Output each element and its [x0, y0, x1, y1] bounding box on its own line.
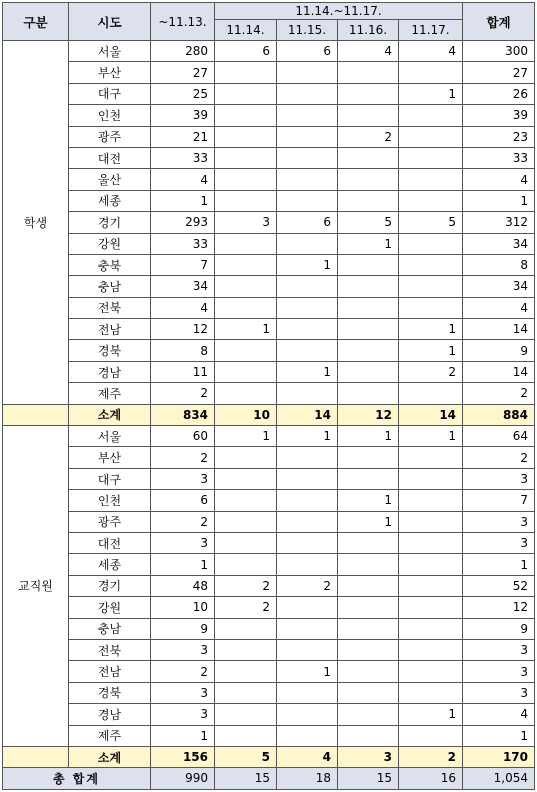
value-cell — [338, 682, 399, 703]
value-cell: 3 — [215, 212, 277, 233]
region-cell: 전북 — [69, 639, 151, 660]
region-cell: 충남 — [69, 618, 151, 639]
region-cell: 제주 — [69, 383, 151, 404]
value-cell — [277, 62, 338, 83]
region-cell: 세종 — [69, 190, 151, 211]
table-row — [3, 725, 535, 746]
region-cell: 경남 — [69, 704, 151, 725]
value-cell — [277, 297, 338, 318]
value-cell: 12 — [463, 597, 535, 618]
value-cell: 2 — [151, 511, 215, 532]
value-cell: 2 — [338, 126, 399, 147]
value-cell: 2 — [399, 361, 463, 382]
value-cell: 2 — [463, 383, 535, 404]
value-cell — [399, 190, 463, 211]
header-total: 합계 — [463, 3, 535, 41]
value-cell — [338, 169, 399, 190]
table-row — [3, 212, 535, 233]
header-day: 11.17. — [399, 20, 463, 41]
value-cell: 3 — [151, 468, 215, 489]
value-cell: 312 — [463, 212, 535, 233]
value-cell — [277, 83, 338, 104]
value-cell: 7 — [463, 490, 535, 511]
value-cell — [399, 725, 463, 746]
value-cell — [277, 597, 338, 618]
subtotal-value: 12 — [338, 404, 399, 425]
value-cell — [399, 447, 463, 468]
table-row — [3, 83, 535, 104]
grand-total-value: 990 — [151, 768, 215, 789]
value-cell — [399, 532, 463, 553]
value-cell — [215, 126, 277, 147]
value-cell: 3 — [151, 704, 215, 725]
value-cell — [399, 639, 463, 660]
value-cell: 300 — [463, 41, 535, 62]
value-cell — [338, 618, 399, 639]
value-cell: 8 — [151, 340, 215, 361]
region-cell: 경남 — [69, 361, 151, 382]
value-cell: 14 — [463, 319, 535, 340]
value-cell: 26 — [463, 83, 535, 104]
region-cell: 경기 — [69, 575, 151, 596]
value-cell: 2 — [277, 575, 338, 596]
value-cell — [399, 276, 463, 297]
grand-total-label: 총 합계 — [3, 768, 151, 789]
value-cell: 1 — [338, 426, 399, 447]
value-cell: 3 — [463, 511, 535, 532]
value-cell: 1 — [151, 554, 215, 575]
region-cell: 세종 — [69, 554, 151, 575]
value-cell — [215, 468, 277, 489]
region-cell: 강원 — [69, 233, 151, 254]
value-cell: 2 — [215, 597, 277, 618]
table-body — [3, 41, 535, 790]
value-cell: 1 — [215, 426, 277, 447]
region-cell: 인천 — [69, 105, 151, 126]
region-cell: 충북 — [69, 254, 151, 275]
value-cell — [215, 682, 277, 703]
value-cell — [338, 190, 399, 211]
value-cell — [399, 575, 463, 596]
value-cell — [215, 83, 277, 104]
value-cell — [277, 704, 338, 725]
header-region: 시도 — [69, 3, 151, 41]
value-cell — [399, 490, 463, 511]
value-cell: 39 — [463, 105, 535, 126]
value-cell: 1 — [151, 725, 215, 746]
value-cell — [399, 169, 463, 190]
value-cell — [215, 661, 277, 682]
value-cell — [399, 147, 463, 168]
table-row — [3, 254, 535, 275]
subtotal-value: 170 — [463, 746, 535, 767]
header-day: 11.16. — [338, 20, 399, 41]
value-cell — [338, 276, 399, 297]
value-cell — [399, 62, 463, 83]
region-cell: 대전 — [69, 147, 151, 168]
value-cell — [215, 169, 277, 190]
table-row — [3, 468, 535, 489]
value-cell: 27 — [463, 62, 535, 83]
value-cell: 6 — [215, 41, 277, 62]
value-cell: 3 — [151, 532, 215, 553]
value-cell: 4 — [399, 41, 463, 62]
category-cell: 교직원 — [3, 426, 69, 747]
value-cell: 23 — [463, 126, 535, 147]
subtotal-row — [3, 404, 535, 425]
value-cell — [338, 447, 399, 468]
value-cell — [399, 105, 463, 126]
value-cell: 27 — [151, 62, 215, 83]
value-cell — [215, 554, 277, 575]
region-cell: 전남 — [69, 319, 151, 340]
grand-total-value: 15 — [338, 768, 399, 789]
value-cell: 4 — [151, 297, 215, 318]
value-cell — [399, 126, 463, 147]
value-cell: 9 — [463, 340, 535, 361]
value-cell: 3 — [463, 468, 535, 489]
value-cell: 1 — [277, 426, 338, 447]
value-cell — [338, 661, 399, 682]
value-cell — [215, 639, 277, 660]
value-cell — [338, 361, 399, 382]
value-cell — [277, 233, 338, 254]
table-row — [3, 233, 535, 254]
value-cell — [277, 511, 338, 532]
value-cell — [338, 297, 399, 318]
value-cell — [338, 468, 399, 489]
value-cell: 64 — [463, 426, 535, 447]
value-cell: 1 — [399, 704, 463, 725]
table-row — [3, 41, 535, 62]
subtotal-value: 5 — [215, 746, 277, 767]
header-period: 11.14.~11.17. — [215, 3, 463, 20]
subtotal-value: 834 — [151, 404, 215, 425]
value-cell — [338, 597, 399, 618]
value-cell: 34 — [151, 276, 215, 297]
value-cell — [277, 169, 338, 190]
value-cell: 8 — [463, 254, 535, 275]
value-cell: 33 — [151, 147, 215, 168]
value-cell: 1 — [277, 254, 338, 275]
region-cell: 경기 — [69, 212, 151, 233]
region-cell: 대구 — [69, 83, 151, 104]
region-cell: 경북 — [69, 340, 151, 361]
table-row — [3, 682, 535, 703]
value-cell: 2 — [151, 383, 215, 404]
value-cell — [215, 383, 277, 404]
value-cell — [399, 468, 463, 489]
subtotal-value: 4 — [277, 746, 338, 767]
value-cell: 293 — [151, 212, 215, 233]
value-cell — [215, 447, 277, 468]
value-cell — [215, 62, 277, 83]
value-cell — [277, 340, 338, 361]
value-cell: 1 — [463, 725, 535, 746]
value-cell: 6 — [277, 212, 338, 233]
value-cell: 6 — [151, 490, 215, 511]
value-cell — [215, 490, 277, 511]
table-row — [3, 447, 535, 468]
subtotal-value: 884 — [463, 404, 535, 425]
value-cell — [215, 704, 277, 725]
header-category: 구분 — [3, 3, 69, 41]
table-row — [3, 105, 535, 126]
grand-total-value: 1,054 — [463, 768, 535, 789]
value-cell — [215, 511, 277, 532]
value-cell — [277, 276, 338, 297]
value-cell — [399, 254, 463, 275]
value-cell: 34 — [463, 233, 535, 254]
value-cell — [338, 383, 399, 404]
value-cell: 12 — [151, 319, 215, 340]
value-cell: 3 — [151, 682, 215, 703]
value-cell — [215, 147, 277, 168]
value-cell — [277, 639, 338, 660]
table-row — [3, 618, 535, 639]
value-cell: 4 — [463, 704, 535, 725]
value-cell — [338, 639, 399, 660]
value-cell: 11 — [151, 361, 215, 382]
value-cell: 1 — [277, 361, 338, 382]
subtotal-value: 2 — [399, 746, 463, 767]
value-cell: 1 — [338, 233, 399, 254]
table-row — [3, 361, 535, 382]
subtotal-value: 3 — [338, 746, 399, 767]
table-row — [3, 383, 535, 404]
value-cell: 3 — [463, 682, 535, 703]
table-row — [3, 276, 535, 297]
value-cell: 21 — [151, 126, 215, 147]
value-cell — [215, 725, 277, 746]
value-cell: 39 — [151, 105, 215, 126]
value-cell — [338, 704, 399, 725]
subtotal-value: 156 — [151, 746, 215, 767]
value-cell: 1 — [399, 319, 463, 340]
value-cell — [399, 554, 463, 575]
value-cell — [215, 361, 277, 382]
value-cell: 4 — [463, 169, 535, 190]
value-cell: 60 — [151, 426, 215, 447]
table-row — [3, 426, 535, 447]
value-cell: 3 — [151, 639, 215, 660]
value-cell: 4 — [151, 169, 215, 190]
region-cell: 전남 — [69, 661, 151, 682]
value-cell — [338, 105, 399, 126]
value-cell: 14 — [463, 361, 535, 382]
value-cell — [277, 319, 338, 340]
value-cell — [338, 254, 399, 275]
value-cell — [277, 447, 338, 468]
subtotal-value: 10 — [215, 404, 277, 425]
value-cell: 3 — [463, 639, 535, 660]
value-cell — [338, 147, 399, 168]
value-cell: 34 — [463, 276, 535, 297]
value-cell — [277, 682, 338, 703]
region-cell: 광주 — [69, 511, 151, 532]
value-cell: 1 — [151, 190, 215, 211]
value-cell — [215, 105, 277, 126]
table-row — [3, 704, 535, 725]
region-cell: 대전 — [69, 532, 151, 553]
value-cell: 4 — [338, 41, 399, 62]
region-cell: 제주 — [69, 725, 151, 746]
value-cell — [338, 83, 399, 104]
table-row — [3, 340, 535, 361]
region-cell: 울산 — [69, 169, 151, 190]
value-cell: 1 — [215, 319, 277, 340]
region-cell: 전북 — [69, 297, 151, 318]
region-cell: 광주 — [69, 126, 151, 147]
value-cell — [338, 319, 399, 340]
value-cell: 52 — [463, 575, 535, 596]
value-cell: 1 — [463, 554, 535, 575]
table-row — [3, 661, 535, 682]
value-cell — [215, 276, 277, 297]
value-cell — [277, 126, 338, 147]
value-cell: 33 — [151, 233, 215, 254]
value-cell: 9 — [463, 618, 535, 639]
value-cell: 2 — [463, 447, 535, 468]
value-cell — [277, 383, 338, 404]
value-cell: 2 — [215, 575, 277, 596]
value-cell — [338, 554, 399, 575]
region-cell: 강원 — [69, 597, 151, 618]
value-cell: 1 — [338, 511, 399, 532]
table-row — [3, 639, 535, 660]
header-day: 11.14. — [215, 20, 277, 41]
value-cell: 3 — [463, 532, 535, 553]
value-cell — [215, 254, 277, 275]
value-cell — [215, 340, 277, 361]
value-cell — [399, 661, 463, 682]
value-cell: 280 — [151, 41, 215, 62]
value-cell — [399, 233, 463, 254]
table-row — [3, 319, 535, 340]
table-row — [3, 511, 535, 532]
value-cell — [399, 297, 463, 318]
region-cell: 서울 — [69, 41, 151, 62]
value-cell — [338, 532, 399, 553]
table-row — [3, 190, 535, 211]
grand-total-value: 16 — [399, 768, 463, 789]
value-cell: 2 — [151, 661, 215, 682]
category-cell-empty — [3, 746, 69, 767]
value-cell — [399, 597, 463, 618]
table-row — [3, 575, 535, 596]
value-cell — [215, 618, 277, 639]
value-cell — [215, 233, 277, 254]
value-cell: 3 — [463, 661, 535, 682]
table-row — [3, 532, 535, 553]
value-cell: 33 — [463, 147, 535, 168]
value-cell: 1 — [338, 490, 399, 511]
statistics-table — [2, 2, 535, 790]
category-cell: 학생 — [3, 41, 69, 405]
value-cell — [338, 575, 399, 596]
value-cell: 10 — [151, 597, 215, 618]
region-cell: 인천 — [69, 490, 151, 511]
header-until: ~11.13. — [151, 3, 215, 41]
header-day: 11.15. — [277, 20, 338, 41]
region-cell: 부산 — [69, 447, 151, 468]
value-cell — [277, 532, 338, 553]
value-cell — [215, 297, 277, 318]
table-container — [2, 2, 535, 790]
grand-total-value: 15 — [215, 768, 277, 789]
table-row — [3, 169, 535, 190]
value-cell — [399, 511, 463, 532]
value-cell: 1 — [399, 426, 463, 447]
region-cell: 부산 — [69, 62, 151, 83]
value-cell — [277, 105, 338, 126]
value-cell: 4 — [463, 297, 535, 318]
category-cell-empty — [3, 404, 69, 425]
table-row — [3, 490, 535, 511]
value-cell — [277, 490, 338, 511]
value-cell: 1 — [277, 661, 338, 682]
value-cell — [399, 682, 463, 703]
value-cell — [338, 725, 399, 746]
value-cell: 5 — [399, 212, 463, 233]
value-cell — [399, 618, 463, 639]
table-row — [3, 62, 535, 83]
value-cell — [215, 190, 277, 211]
value-cell: 9 — [151, 618, 215, 639]
table-row — [3, 126, 535, 147]
value-cell: 2 — [151, 447, 215, 468]
subtotal-row — [3, 746, 535, 767]
value-cell — [399, 383, 463, 404]
region-cell: 대구 — [69, 468, 151, 489]
subtotal-label: 소계 — [69, 404, 151, 425]
value-cell — [277, 554, 338, 575]
value-cell: 1 — [463, 190, 535, 211]
subtotal-label: 소계 — [69, 746, 151, 767]
subtotal-value: 14 — [399, 404, 463, 425]
subtotal-value: 14 — [277, 404, 338, 425]
value-cell: 1 — [399, 340, 463, 361]
table-row — [3, 597, 535, 618]
value-cell: 48 — [151, 575, 215, 596]
table-row — [3, 554, 535, 575]
value-cell — [277, 725, 338, 746]
region-cell: 경북 — [69, 682, 151, 703]
table-row — [3, 297, 535, 318]
value-cell: 1 — [399, 83, 463, 104]
value-cell: 5 — [338, 212, 399, 233]
value-cell — [338, 62, 399, 83]
value-cell: 6 — [277, 41, 338, 62]
value-cell — [277, 190, 338, 211]
value-cell — [338, 340, 399, 361]
value-cell: 25 — [151, 83, 215, 104]
value-cell — [277, 618, 338, 639]
value-cell: 7 — [151, 254, 215, 275]
region-cell: 충남 — [69, 276, 151, 297]
grand-total-row — [3, 768, 535, 789]
table-row — [3, 147, 535, 168]
value-cell — [215, 532, 277, 553]
value-cell — [277, 147, 338, 168]
value-cell — [277, 468, 338, 489]
grand-total-value: 18 — [277, 768, 338, 789]
region-cell: 서울 — [69, 426, 151, 447]
